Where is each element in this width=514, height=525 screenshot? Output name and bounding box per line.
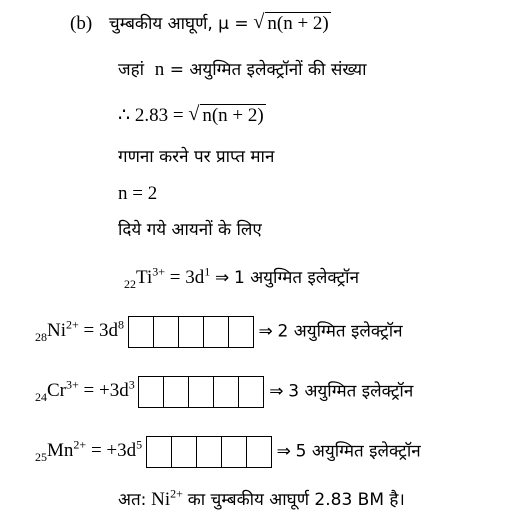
- implies-arrow-icon: ⇒: [269, 381, 284, 402]
- orbital-box: [146, 436, 172, 468]
- calc-label: गणना करने पर प्राप्त मान: [118, 147, 275, 167]
- orbital-box: [188, 376, 214, 408]
- orbital-box: [138, 376, 164, 408]
- sqrt-formula: [253, 12, 330, 36]
- orbital-box: [228, 316, 254, 348]
- ion-row-mn: [35, 436, 421, 468]
- magnetic-moment-label: चुम्बकीय आघूर्ण, μ =: [108, 14, 249, 34]
- ions-intro: दिये गये आयनों के लिए: [118, 220, 262, 240]
- orbital-box: [246, 436, 272, 468]
- where-var: n: [154, 59, 165, 80]
- where-prefix: जहां: [118, 60, 145, 80]
- implies-arrow-icon: ⇒: [276, 441, 291, 462]
- orbital-box: [178, 316, 204, 348]
- therefore-text: ∴ 2.83 =: [118, 105, 184, 126]
- unpaired-text: 3 अयुग्मित इलेक्ट्रॉन: [288, 381, 414, 402]
- sqrt-sign-icon: √: [253, 11, 265, 33]
- conclusion-line: [118, 488, 405, 512]
- unpaired-text: 2 अयुग्मित इलेक्ट्रॉन: [277, 321, 403, 342]
- orbital-box: [196, 436, 222, 468]
- ion-formula: $_{28}Ni^{2+} = 3d^8$: [35, 318, 124, 345]
- unpaired-text: 1 अयुग्मित इलेक्ट्रॉन: [233, 268, 360, 288]
- orbital-box: [163, 376, 189, 408]
- heading-line: [70, 12, 331, 36]
- ion-formula: $_{25}Mn^{2+} = +3d^5$: [35, 438, 143, 465]
- where-line: [118, 58, 367, 82]
- where-text: = अयुग्मित इलेक्ट्रॉनों की संख्या: [164, 60, 367, 80]
- therefore-line: [118, 104, 266, 128]
- part-label: (b): [70, 13, 93, 34]
- orbital-box: [213, 376, 239, 408]
- implies-arrow-icon: ⇒: [258, 321, 273, 342]
- orbital-box: [153, 316, 179, 348]
- ion-row-cr: [35, 376, 413, 408]
- result-value: n = 2: [118, 183, 158, 204]
- sqrt-sign-icon: √: [188, 103, 200, 125]
- unpaired-text: 5 अयुग्मित इलेक्ट्रॉन: [295, 441, 421, 462]
- orbital-box: [238, 376, 264, 408]
- orbital-box: [221, 436, 247, 468]
- sqrt-formula-2: [188, 104, 265, 128]
- orbital-boxes: [147, 436, 272, 468]
- formula-text: n(n + 2): [267, 13, 329, 34]
- orbital-box: [128, 316, 154, 348]
- implies-arrow-icon: ⇒: [214, 268, 230, 288]
- orbital-box: [203, 316, 229, 348]
- ion-formula: $_{24}Cr^{3+} = +3d^3$: [35, 378, 135, 405]
- conclusion-text: का चुम्बकीय आघूर्ण 2.83 BM है।: [187, 490, 405, 510]
- ion-row-ti: [124, 266, 359, 290]
- orbital-box: [171, 436, 197, 468]
- ion-formula: $_{22}Ti^{3+} = 3d^1$: [124, 264, 211, 291]
- conclusion-ion: $Ni^{2+}$: [151, 486, 183, 510]
- conclusion-prefix: अत:: [118, 490, 147, 510]
- orbital-boxes: [129, 316, 254, 348]
- ion-row-ni: [35, 316, 403, 348]
- orbital-boxes: [139, 376, 264, 408]
- formula-text-2: n(n + 2): [202, 105, 264, 126]
